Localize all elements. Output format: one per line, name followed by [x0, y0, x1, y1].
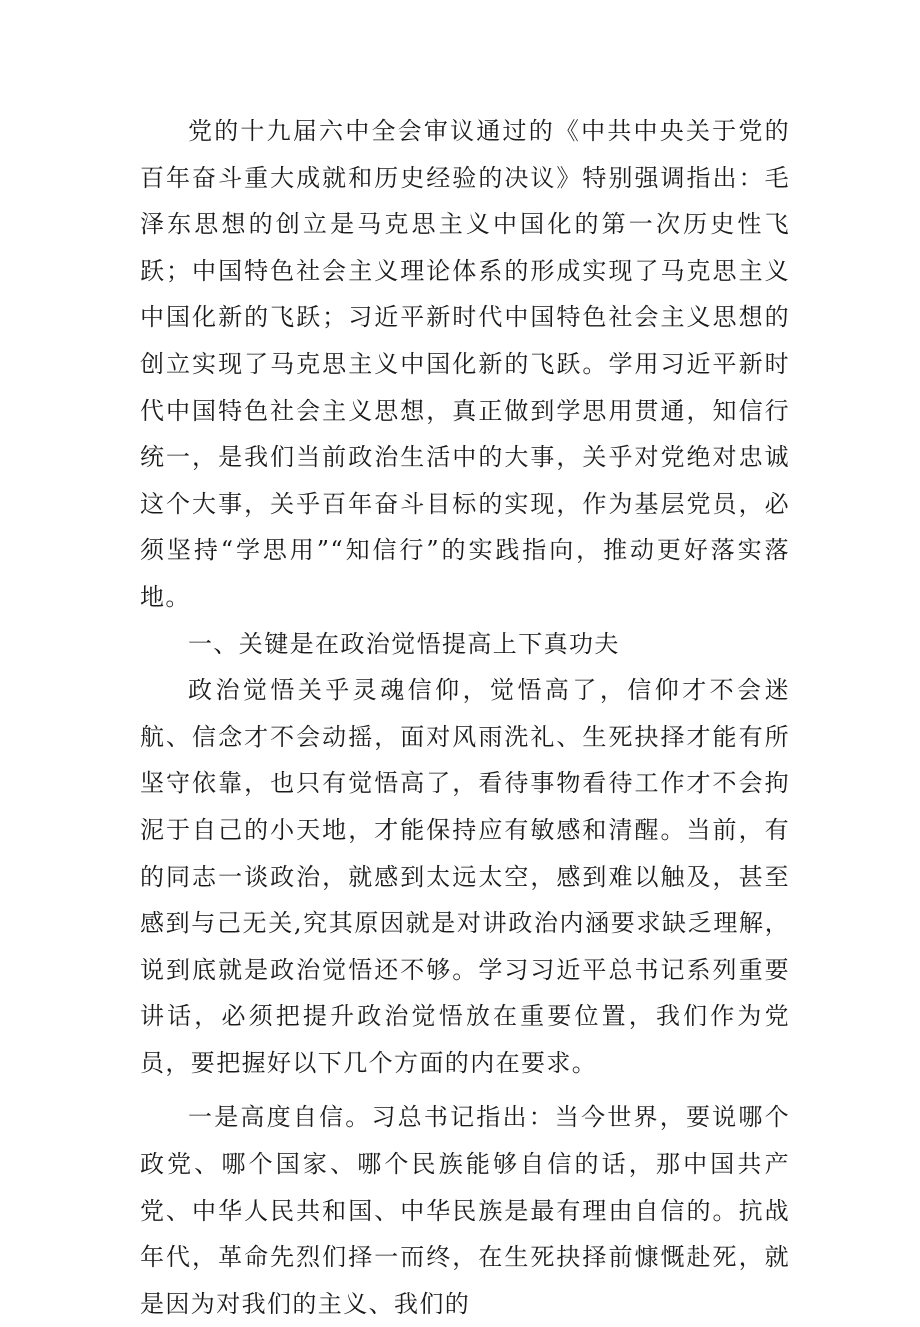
section-paragraph: 政治觉悟关乎灵魂信仰，觉悟高了，信仰才不会迷航、信念才不会动摇，面对风雨洗礼、生死抉择才能有所坚守依靠，也只有觉悟高了，看待事物看待工作才不会拘泥于自己的小天地，才能保持应有敏感和清醒。当前，有的同志一谈政治，就感到太远太空，感到难以触及，甚至感到与己无关,究其原因就是对讲政治内涵要求缺乏理解，说到底就是政治觉悟还不够。学习习近平总书记系列重要讲话，必须把提升政治觉悟放在重要位置，我们作为党员，要把握好以下几个方面的内在要求。: [140, 676, 790, 1077]
section-heading: 一、关键是在政治觉悟提高上下真功夫: [188, 629, 620, 658]
intro-paragraph: 党的十九届六中全会审议通过的《中共中央关于党的百年奋斗重大成就和历史经验的决议》特别强调指出：毛泽东思想的创立是马克思主义中国化的第一次历史性飞跃；中国特色社会主义理论体系的形成实现了马克思主义中国化新的飞跃；习近平新时代中国特色社会主义思想的创立实现了马克思主义中国化新的飞跃。学用习近平新时代中国特色社会主义思想，真正做到学思用贯通，知信行统一，是我们当前政治生活中的大事，关乎对党绝对忠诚这个大事，关乎百年奋斗目标的实现，作为基层党员，必须坚持“学思用”“知信行”的实践指向，推动更好落实落地。: [140, 117, 790, 611]
point-paragraph: 一是高度自信。习总书记指出：当今世界，要说哪个政党、哪个国家、哪个民族能够自信的话，那中国共产党、中华人民共和国、中华民族是最有理由自信的。抗战年代，革命先烈们择一而终，在生死抉择前慷慨赴死，就是因为对我们的主义、我们的: [140, 1103, 790, 1318]
document-body: [140, 108, 790, 1327]
paragraph-gap: [140, 1086, 790, 1094]
